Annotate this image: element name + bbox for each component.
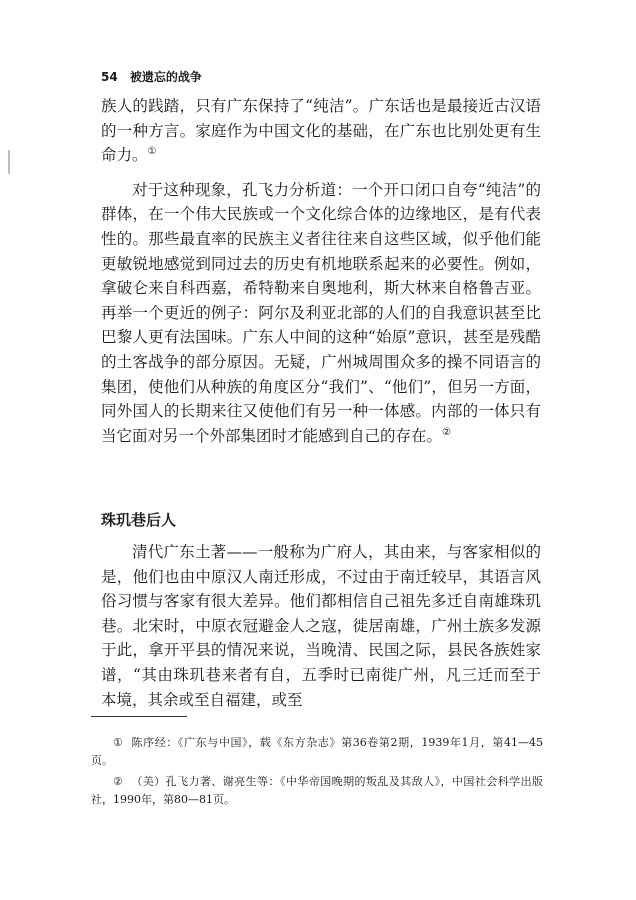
footnote-text: （美）孔飞力著、谢亮生等：《中华帝国晚期的叛乱及其敌人》，中国社会科学出版社，1990年，第80—81页。 xyxy=(91,775,543,806)
book-title: 被遗忘的战争 xyxy=(129,70,202,84)
footnote-reference[interactable]: ② xyxy=(442,426,451,438)
page-number: 54 xyxy=(101,70,118,84)
paragraph xyxy=(101,94,541,168)
footnote xyxy=(91,734,543,769)
footnote-mark: ② xyxy=(113,775,124,788)
footnote-reference[interactable]: ① xyxy=(147,146,157,158)
page-gutter-mark xyxy=(8,150,10,174)
footnote-text: 陈序经：《广东与中国》，载《东方杂志》第36卷第2期，1939年1月，第41—45页。 xyxy=(91,736,543,767)
footnotes xyxy=(91,734,543,812)
paragraph: 清代广东土著——一般称为广府人，其由来，与客家相似的是，他们也由中原汉人南迁形成，不过由于南迁较早，其语言风俗习惯与客家有很大差异。他们都相信自己祖先多迁自南雄珠玑巷。北宋时，中原衣冠避金人之寇，徙居南雄，广州土族多发源于此，拿开平县的情况来说，当晚清、民国之际，县民各族姓家谱，“其由珠玑巷来者有自，五季时已南徙广州，凡三迁而至于本境，其余或至自福建，或至 xyxy=(101,543,541,709)
footnote-divider xyxy=(91,716,187,717)
section-heading: 珠玑巷后人 xyxy=(101,511,177,529)
footnote xyxy=(91,773,543,808)
footnote-mark: ① xyxy=(113,736,124,749)
running-header xyxy=(101,68,541,85)
paragraph-text: 族人的践踏，只有广东保持了“纯洁”。广东话也是最接近古汉语的一种方言。家庭作为中国文化的基础，在广东也比别处更有生命力。 xyxy=(101,97,541,165)
paragraph-text: 对于这种现象，孔飞力分析道：一个开口闭口自夸“纯洁”的群体，在一个伟大民族或一个文化综合体的边缘地区，是有代表性的。那些最直率的民族主义者往往来自这些区域，似乎他们能更敏锐地感觉到同过去的历史有机地联系起来的必要性。例如，拿破仑来自科西嘉，希特勒来自奥地利，斯大林来自格鲁吉亚。再举一个更近的例子：阿尔及利亚北部的人们的自我意识甚至比巴黎人更有法国味。广东人中间的这种“始原”意识，甚至是残酷的土客战争的部分原因。无疑，广州城周围众多的操不同语言的集团，使他们从种族的角度区分“我们”、“他们”，但另一方面，同外国人的长期来往又使他们有另一种一体感。内部的一体只有当它面对另一个外部集团时才能感到自己的存在。 xyxy=(101,180,541,445)
section-text xyxy=(101,540,541,712)
paragraph xyxy=(101,178,541,449)
main-text xyxy=(101,94,541,448)
